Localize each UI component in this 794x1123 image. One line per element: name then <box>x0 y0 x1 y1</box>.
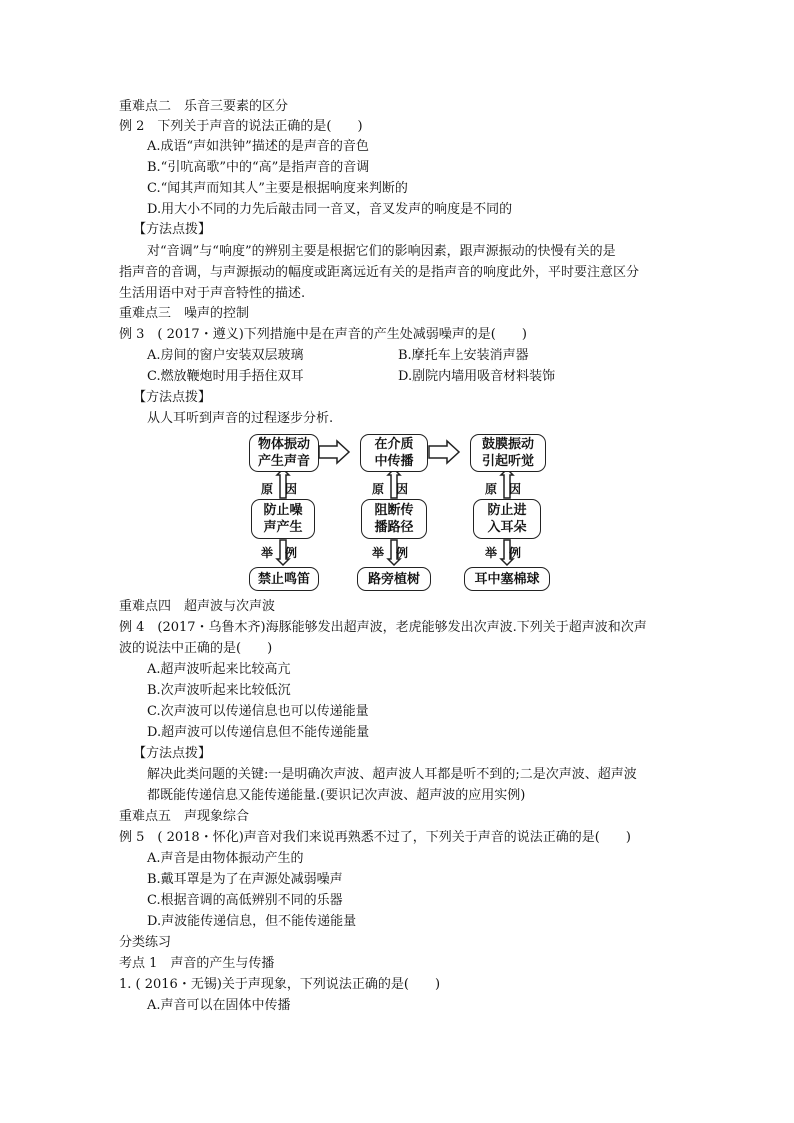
method-tip-text: 都既能传递信息又能传递能量.(要识记次声波、超声波的应用实例) <box>147 788 526 803</box>
cause-label: 原 因 <box>372 482 409 496</box>
example-5-option-b: B.戴耳罩是为了在声源处减弱噪声 <box>147 872 343 887</box>
example-5-option-d: D.声波能传递信息，但不能传递能量 <box>147 914 357 929</box>
example-2-option-a: A.成语“声如洪钟”描述的是声音的音色 <box>147 139 369 154</box>
topic-heading: 考点 1 声音的产生与传播 <box>119 956 275 971</box>
flow-box-vibration: 物体振动 产生声音 <box>249 434 319 472</box>
method-tip-text: 对“音调”与“响度”的辨别主要是根据它们的影响因素，跟声源振动的快慢有关的是 <box>147 244 616 259</box>
practice-heading: 分类练习 <box>119 935 172 950</box>
method-tip-text: 指声音的音调，与声源振动的幅度或距离远近有关的是指声音的响度此外，平时要注意区分 <box>119 265 640 280</box>
example-label: 举 例 <box>372 546 409 560</box>
question-1-option-a: A.声音可以在固体中传播 <box>147 998 291 1013</box>
example-4-option-c: C.次声波可以传递信息也可以传递能量 <box>147 704 369 719</box>
method-tip-title: 【方法点拨】 <box>133 390 212 405</box>
method-tip-text: 从人耳听到声音的过程逐步分析. <box>147 411 334 426</box>
question-1-stem: 1. ( 2016・无锡)关于声现象，下列说法正确的是( ) <box>119 977 441 992</box>
right-arrow-icon <box>429 441 459 463</box>
section-heading-2: 重难点二 乐音三要素的区分 <box>119 99 289 114</box>
example-2-option-d: D.用大小不同的力先后敲击同一音叉，音叉发声的响度是不同的 <box>147 202 513 217</box>
method-tip-title: 【方法点拨】 <box>133 746 212 761</box>
example-4-stem: 波的说法中正确的是( ) <box>119 641 273 656</box>
example-4-option-a: A.超声波听起来比较高亢 <box>147 662 291 677</box>
section-heading-5: 重难点五 声现象综合 <box>119 809 250 824</box>
flow-box-eardrum: 鼓膜振动 引起听觉 <box>470 434 546 472</box>
cause-label: 原 因 <box>261 482 298 496</box>
example-label: 举 例 <box>261 546 298 560</box>
example-5-stem: 例 5 ( 2018・怀化)声音对我们来说再熟悉不过了，下列关于声音的说法正确的是( ) <box>119 830 631 845</box>
example-box-horn: 禁止鸣笛 <box>249 567 319 591</box>
example-3-option-a: A.房间的窗户安装双层玻璃 <box>147 348 304 363</box>
method-tip-text: 生活用语中对于声音特性的描述. <box>119 286 306 301</box>
example-2-stem: 例 2 下列关于声音的说法正确的是( ) <box>119 119 363 134</box>
example-3-option-b: B.摩托车上安装消声器 <box>398 348 529 363</box>
noise-control-diagram <box>243 430 555 596</box>
example-5-option-a: A.声音是由物体振动产生的 <box>147 851 304 866</box>
example-3-stem: 例 3 ( 2017・遵义)下列措施中是在声音的产生处减弱噪声的是( ) <box>119 327 527 342</box>
right-arrow-icon <box>319 441 349 463</box>
method-box-source: 防止噪 声产生 <box>251 499 315 539</box>
example-5-option-c: C.根据音调的高低辨别不同的乐器 <box>147 893 343 908</box>
example-4-option-d: D.超声波可以传递信息但不能传递能量 <box>147 725 370 740</box>
section-heading-4: 重难点四 超声波与次声波 <box>119 599 276 614</box>
method-tip-text: 解决此类问题的关键:一是明确次声波、超声波人耳都是听不到的;二是次声波、超声波 <box>147 767 637 782</box>
example-2-option-b: B.“引吭高歌”中的“高”是指声音的音调 <box>147 160 370 175</box>
method-tip-title: 【方法点拨】 <box>133 222 212 237</box>
section-heading-3: 重难点三 噪声的控制 <box>119 306 250 321</box>
example-2-option-c: C.“闻其声而知其人”主要是根据响度来判断的 <box>147 181 408 196</box>
example-box-cotton: 耳中塞棉球 <box>464 567 550 591</box>
method-box-path: 阻断传 播路径 <box>361 499 427 539</box>
cause-label: 原 因 <box>485 482 522 496</box>
flow-box-medium: 在介质 中传播 <box>360 434 428 472</box>
example-3-option-d: D.剧院内墙用吸音材料装饰 <box>398 369 556 384</box>
example-4-option-b: B.次声波听起来比较低沉 <box>147 683 291 698</box>
example-box-trees: 路旁植树 <box>357 567 431 591</box>
example-4-stem: 例 4 (2017・乌鲁木齐)海豚能够发出超声波，老虎能够发出次声波.下列关于超声波和次声 <box>119 620 647 635</box>
example-3-option-c: C.燃放鞭炮时用手捂住双耳 <box>147 369 304 384</box>
example-label: 举 例 <box>485 546 522 560</box>
method-box-ear: 防止进 入耳朵 <box>473 499 541 539</box>
